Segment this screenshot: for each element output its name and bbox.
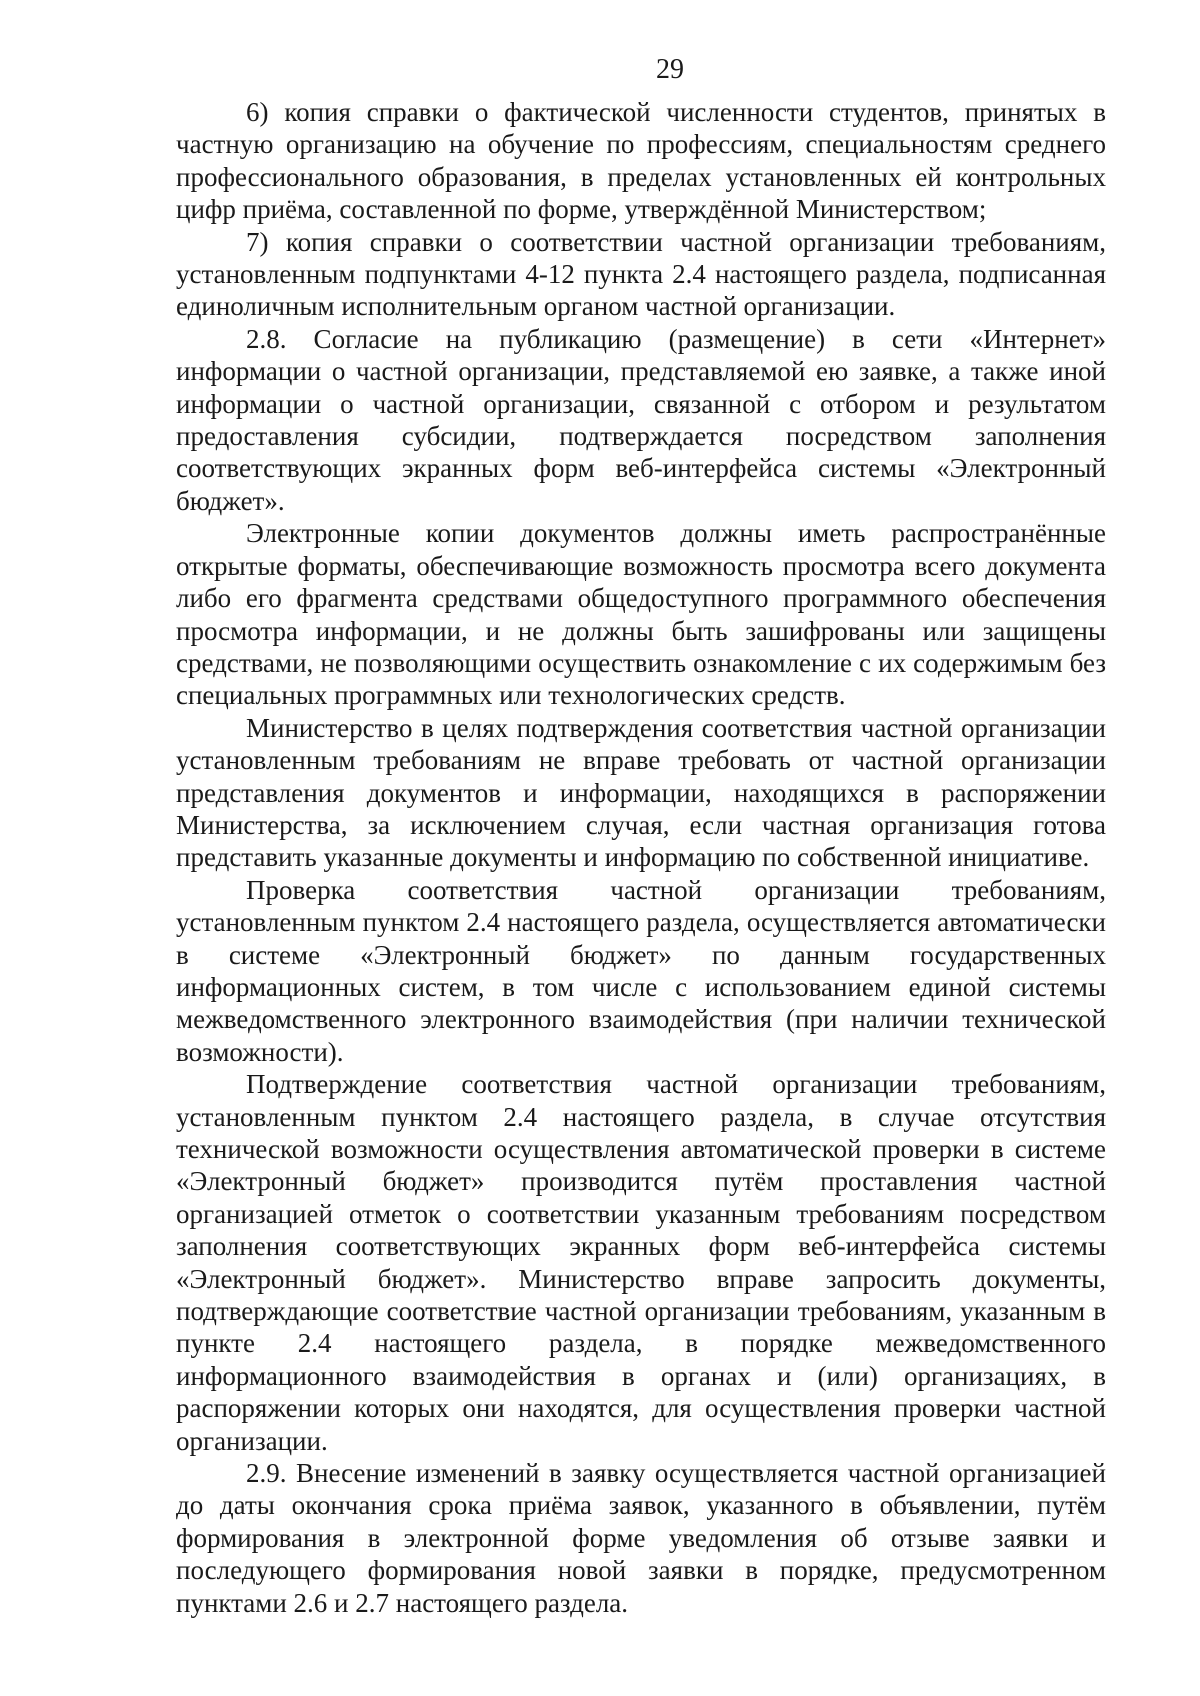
document-body: [176, 96, 1106, 1619]
paragraph-2-8: 2.8. Согласие на публикацию (размещение) в сети «Интернет» информации о частной организации, представляемой ею заявке, а также иной информации о частной организации, связанной с отбором и результатом предоставления субсидии, подтверждается посредством заполнения соответствующих экранных форм веб-интерфейса системы «Электронный бюджет».: [176, 323, 1106, 516]
paragraph-electronic-copies: Электронные копии документов должны иметь распространённые открытые форматы, обеспечивающие возможность просмотра всего документа либо его фрагмента средствами общедоступного программного обеспечения просмотра информации, и не должны быть зашифрованы или защищены средствами, не позволяющими осуществить ознакомление с их содержимым без специальных программных или технологических средств.: [176, 518, 1106, 711]
paragraph-compliance-check: Проверка соответствия частной организации требованиям, установленным пунктом 2.4 настоящего раздела, осуществляется автоматически в системе «Электронный бюджет» по данным государственных информационных систем, в том числе с использованием единой системы межведомственного электронного взаимодействия (при наличии технической возможности).: [176, 874, 1106, 1067]
paragraph-compliance-confirmation: Подтверждение соответствия частной организации требованиям, установленным пунктом 2.4 настоящего раздела, в случае отсутствия технической возможности осуществления автоматической проверки в системе «Электронный бюджет» производится путём проставления частной организацией отметок о соответствии указанным требованиям посредством заполнения соответствующих экранных форм веб-интерфейса системы «Электронный бюджет». Министерство вправе запросить документы, подтверждающие соответствие частной организации требованиям, указанным в пункте 2.4 настоящего раздела, в порядке межведомственного информационного взаимодействия в органах и (или) организациях, в распоряжении которых они находятся, для осуществления проверки частной организации.: [176, 1069, 1106, 1456]
paragraph-2-9: 2.9. Внесение изменений в заявку осуществляется частной организацией до даты окончания срока приёма заявок, указанного в объявлении, путём формирования в электронной форме уведомления об отзыве заявки и последующего формирования новой заявки в порядке, предусмотренном пунктами 2.6 и 2.7 настоящего раздела.: [176, 1458, 1106, 1618]
paragraph-item-6: 6) копия справки о фактической численности студентов, принятых в частную организацию на обучение по профессиям, специальностям среднего профессионального образования, в пределах установленных ей контрольных цифр приёма, составленной по форме, утверждённой Министерством;: [176, 97, 1106, 225]
paragraph-ministry-requests: Министерство в целях подтверждения соответствия частной организации установленным требованиям не вправе требовать от частной организации представления документов и информации, находящихся в распоряжении Министерства, за исключением случая, если частная организация готова представить указанные документы и информацию по собственной инициативе.: [176, 712, 1106, 873]
page-number: 29: [656, 54, 684, 85]
paragraph-item-7: 7) копия справки о соответствии частной организации требованиям, установленным подпунктами 4-12 пункта 2.4 настоящего раздела, подписанная единоличным исполнительным органом частной организации.: [176, 226, 1106, 322]
